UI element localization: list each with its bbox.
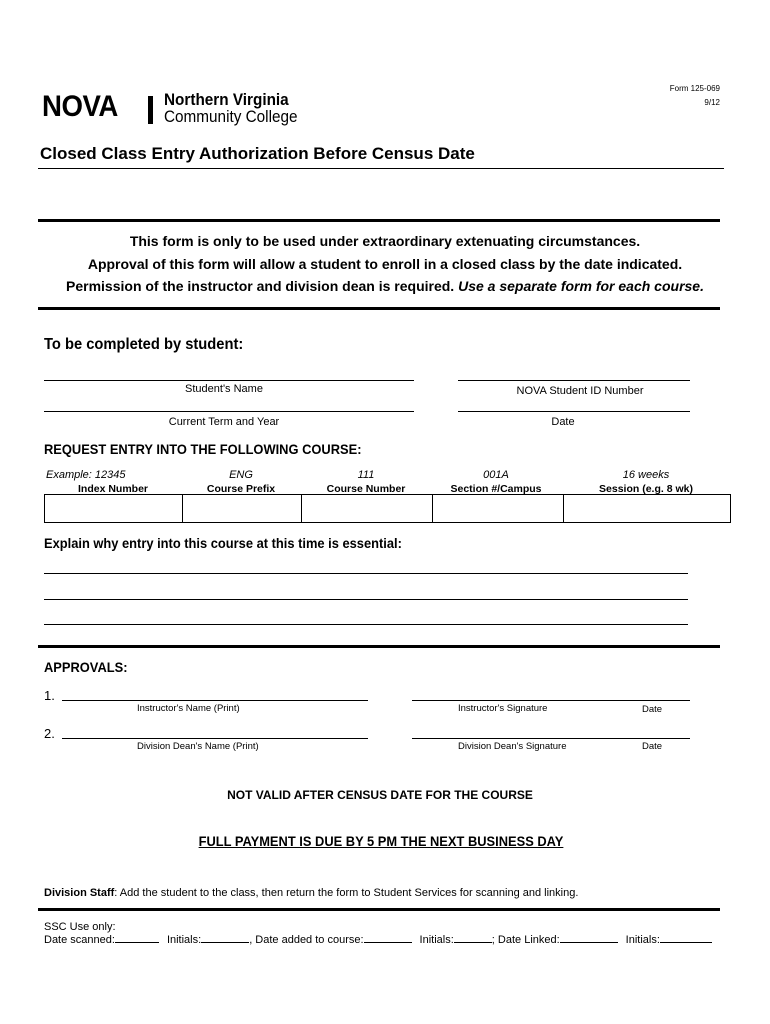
title-rule bbox=[38, 168, 724, 169]
initials-1-field[interactable] bbox=[201, 942, 249, 943]
instructor-name-label: Instructor's Name (Print) bbox=[137, 703, 240, 714]
dean-name-label: Division Dean's Name (Print) bbox=[137, 741, 259, 752]
student-section-heading: To be completed by student: bbox=[44, 336, 244, 353]
course-entry-table bbox=[44, 494, 731, 523]
index-number-cell[interactable] bbox=[45, 495, 183, 523]
division-staff-text: : Add the student to the class, then return the form to Student Services for scanning and linking. bbox=[114, 887, 579, 899]
notice-line-1: This form is only to be used under extraordinary extenuating circumstances. bbox=[129, 233, 641, 249]
notice-permission-text: Permission of the instructor and division dean is required. bbox=[66, 278, 455, 294]
dean-signature-field[interactable] bbox=[412, 738, 690, 739]
approval-row-2-number: 2. bbox=[44, 726, 55, 741]
division-staff-instructions bbox=[44, 887, 578, 899]
column-session: Session (e.g. 8 wk) bbox=[599, 483, 693, 495]
form-number: Form 125-069 bbox=[669, 84, 720, 93]
session-cell[interactable] bbox=[564, 495, 731, 523]
course-request-heading: REQUEST ENTRY INTO THE FOLLOWING COURSE: bbox=[44, 441, 362, 457]
notice-line-3 bbox=[0, 278, 770, 294]
column-index-number: Index Number bbox=[77, 483, 148, 495]
division-staff-label: Division Staff bbox=[44, 887, 115, 899]
initials-3-label: Initials: bbox=[625, 934, 660, 946]
instructor-signature-field[interactable] bbox=[412, 700, 690, 701]
notice-top-rule bbox=[38, 219, 720, 222]
course-prefix-cell[interactable] bbox=[183, 495, 302, 523]
logo-northern-virginia: Northern Virginia bbox=[164, 90, 289, 109]
date-added-field[interactable] bbox=[364, 942, 412, 943]
approvals-heading: APPROVALS: bbox=[44, 659, 128, 675]
dean-name-field[interactable] bbox=[62, 738, 368, 739]
example-course-number: 111 bbox=[357, 469, 375, 481]
ssc-use-only-label: SSC Use only: bbox=[44, 921, 116, 933]
dean-date-label: Date bbox=[642, 741, 663, 752]
example-session: 16 weeks bbox=[622, 469, 670, 481]
example-course-prefix: ENG bbox=[229, 469, 253, 481]
term-year-label: Current Term and Year bbox=[168, 416, 280, 428]
instructor-date-label: Date bbox=[642, 704, 663, 715]
page-title: Closed Class Entry Authorization Before Census Date bbox=[40, 144, 475, 163]
explain-line-3[interactable] bbox=[44, 624, 688, 625]
logo-divider bbox=[148, 96, 153, 124]
example-index-number: Example: 12345 bbox=[46, 469, 126, 481]
explain-line-1[interactable] bbox=[44, 573, 688, 574]
initials-2-label: Initials: bbox=[419, 934, 454, 946]
date-added-label: , Date added to course: bbox=[249, 934, 364, 946]
column-course-number: Course Number bbox=[326, 483, 406, 495]
column-course-prefix: Course Prefix bbox=[206, 483, 276, 495]
notice-line-2: Approval of this form will allow a student to enroll in a closed class by the date indicated. bbox=[87, 256, 683, 272]
not-valid-notice: NOT VALID AFTER CENSUS DATE FOR THE COURSE bbox=[227, 788, 533, 802]
approval-row-1-number: 1. bbox=[44, 688, 55, 703]
form-revision-date: 9/12 bbox=[704, 98, 720, 107]
date-linked-field[interactable] bbox=[560, 942, 618, 943]
date-linked-label: ; Date Linked: bbox=[491, 934, 560, 946]
section-campus-cell[interactable] bbox=[433, 495, 564, 523]
date-scanned-field[interactable] bbox=[115, 942, 159, 943]
staff-rule bbox=[38, 908, 720, 911]
term-year-field[interactable] bbox=[44, 411, 414, 412]
dean-signature-label: Division Dean's Signature bbox=[458, 741, 567, 752]
explain-heading: Explain why entry into this course at this time is essential: bbox=[44, 535, 402, 551]
approvals-top-rule bbox=[38, 645, 720, 648]
logo-nova: NOVA bbox=[42, 90, 118, 123]
students-name-label: Student's Name bbox=[185, 383, 263, 395]
notice-separate-form-text: Use a separate form for each course. bbox=[458, 278, 704, 294]
instructor-name-field[interactable] bbox=[62, 700, 368, 701]
student-id-label: NOVA Student ID Number bbox=[516, 385, 644, 397]
students-name-field[interactable] bbox=[44, 380, 414, 381]
payment-notice: FULL PAYMENT IS DUE BY 5 PM THE NEXT BUSINESS DAY bbox=[198, 833, 564, 849]
notice-bottom-rule bbox=[38, 307, 720, 310]
date-scanned-label: Date scanned: bbox=[44, 934, 115, 946]
ssc-row bbox=[44, 934, 712, 946]
student-id-field[interactable] bbox=[458, 380, 690, 381]
initials-1-label: Initials: bbox=[166, 934, 202, 946]
explain-line-2[interactable] bbox=[44, 599, 688, 600]
instructor-signature-label: Instructor's Signature bbox=[458, 703, 548, 714]
student-date-label: Date bbox=[551, 416, 575, 428]
course-number-cell[interactable] bbox=[302, 495, 433, 523]
student-date-field[interactable] bbox=[458, 411, 690, 412]
column-section-campus: Section #/Campus bbox=[450, 483, 542, 495]
initials-3-field[interactable] bbox=[660, 942, 712, 943]
example-section: 001A bbox=[483, 469, 509, 481]
logo-community-college: Community College bbox=[164, 107, 298, 126]
initials-2-field[interactable] bbox=[454, 942, 492, 943]
